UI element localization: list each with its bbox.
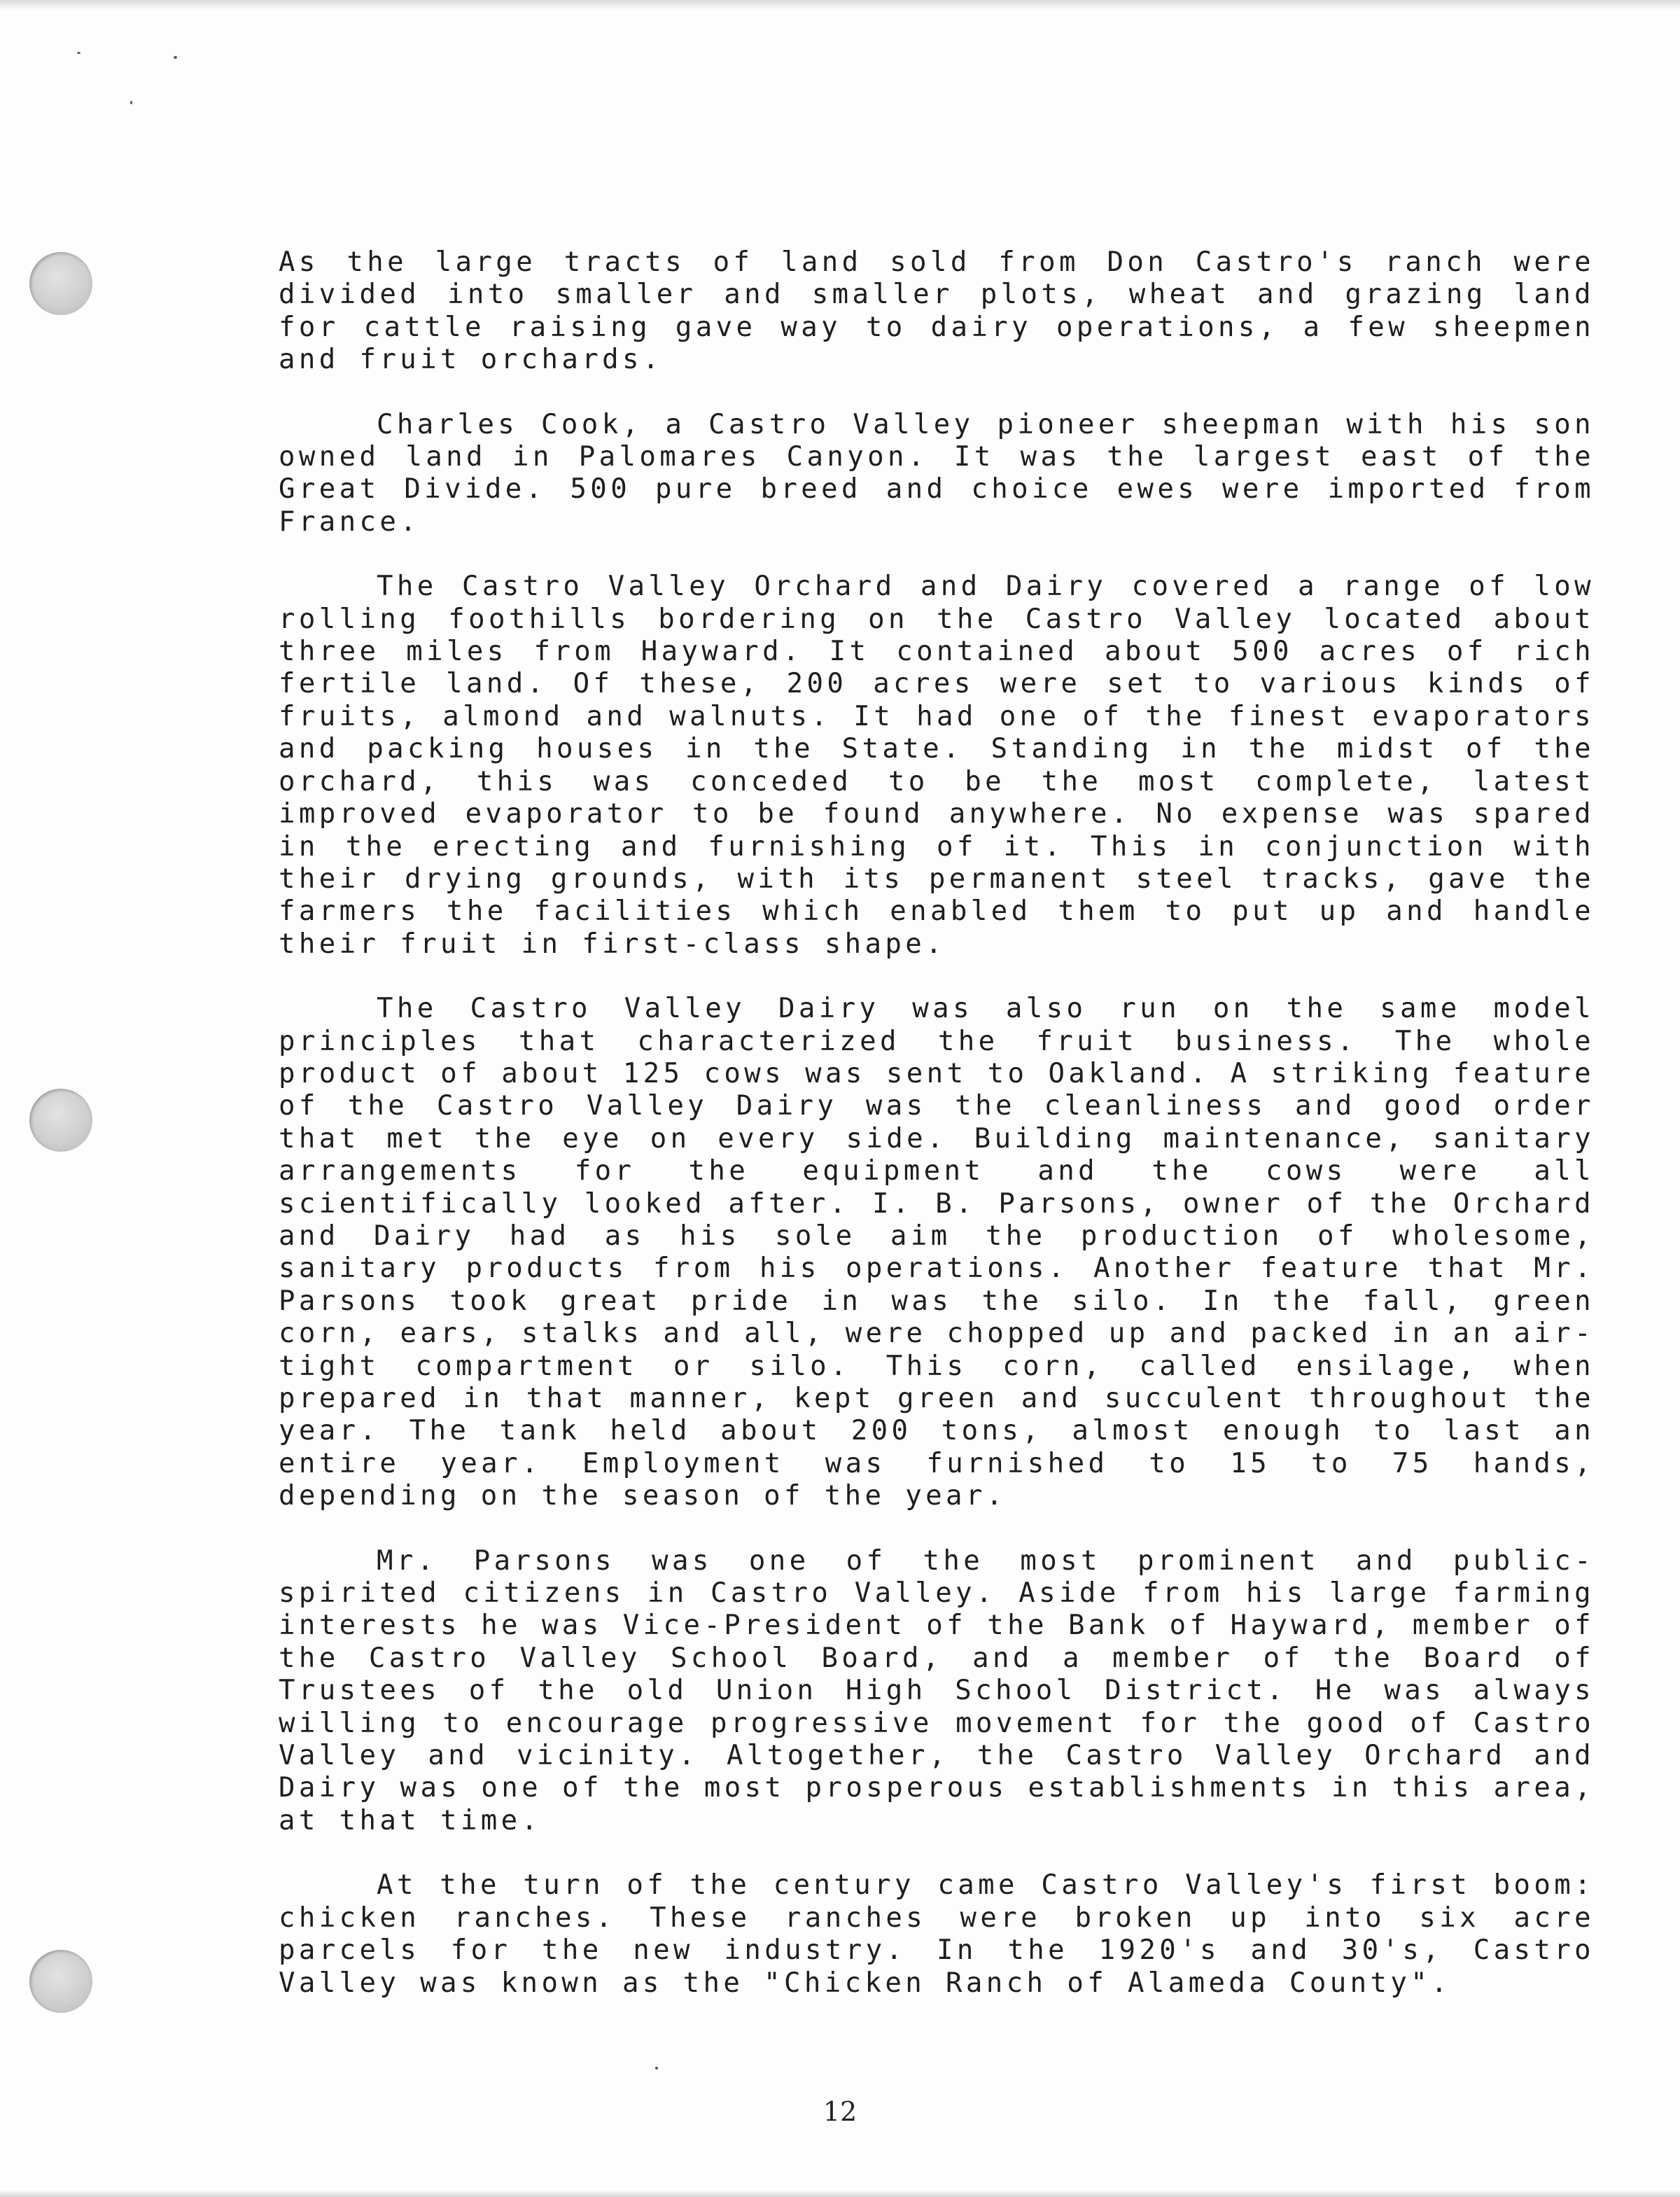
scan-speck <box>130 101 132 104</box>
paragraph: Charles Cook, a Castro Valley pioneer sheepman with his son owned land in Palomares Canyon. It was the largest east of the Great Divide. 500 pure breed and choice ewes were imported from France. <box>279 408 1595 538</box>
paragraph: Mr. Parsons was one of the most prominent and public-spirited citizens in Castro Valley. Aside from his large farming interests he was Vice-President of the Bank of Hayward, member of the Castro Valley School Board, and a member of the Board of Trustees of the old Union High School District. He was always willing to encourage progressive movement for the good of Castro Valley and vicinity. Altogether, the Castro Valley Orchard and Dairy was one of the most prosperous establishments in this area, at that time. <box>279 1544 1595 1836</box>
punch-hole-middle <box>29 1089 92 1152</box>
paragraph: The Castro Valley Dairy was also run on the same model principles that characterized the fruit business. The whole product of about 125 cows was sent to Oakland. A striking feature of the Castro Valley Dairy was the cleanliness and good order that met the eye on every side. Building maintenance, sanitary arrangements for the equipment and the cows were all scientifically looked after. I. B. Parsons, owner of the Orchard and Dairy had as his sole aim the production of wholesome, sanitary products from his operations. Another feature that Mr. Parsons took great pride in was the silo. In the fall, green corn, ears, stalks and all, were chopped up and packed in an air-tight compartment or silo. This corn, called ensilage, when prepared in that manner, kept green and succulent throughout the year. The tank held about 200 tons, almost enough to last an entire year. Employment was furnished to 15 to 75 hands, depending on the season of the year. <box>279 993 1595 1512</box>
document-body <box>279 246 1595 2032</box>
paragraph: As the large tracts of land sold from Don Castro's ranch were divided into smaller and smaller plots, wheat and grazing land for cattle raising gave way to dairy operations, a few sheepmen and fruit orchards. <box>279 246 1595 376</box>
paragraph: At the turn of the century came Castro Valley's first boom: chicken ranches. These ranches were broken up into six acre parcels for the new industry. In the 1920's and 30's, Castro Valley was known as the "Chicken Ranch of Alameda County". <box>279 1869 1595 1999</box>
page-top-edge <box>0 0 1680 10</box>
page-number: 12 <box>822 2096 858 2127</box>
page-bottom-edge <box>0 2190 1680 2197</box>
scan-speck <box>77 52 80 54</box>
scan-speck <box>174 56 177 59</box>
punch-hole-bottom <box>29 1950 92 2013</box>
paragraph: The Castro Valley Orchard and Dairy covered a range of low rolling foothills bordering on the Castro Valley located about three miles from Hayward. It contained about 500 acres of rich fertile land. Of these, 200 acres were set to various kinds of fruits, almond and walnuts. It had one of the finest evaporators and packing houses in the State. Standing in the midst of the orchard, this was conceded to be the most complete, latest improved evaporator to be found anywhere. No expense was spared in the erecting and furnishing of it. This in conjunction with their drying grounds, with its permanent steel tracks, gave the farmers the facilities which enabled them to put up and handle their fruit in first-class shape. <box>279 571 1595 960</box>
punch-hole-top <box>29 252 92 315</box>
scan-speck <box>655 2067 658 2070</box>
